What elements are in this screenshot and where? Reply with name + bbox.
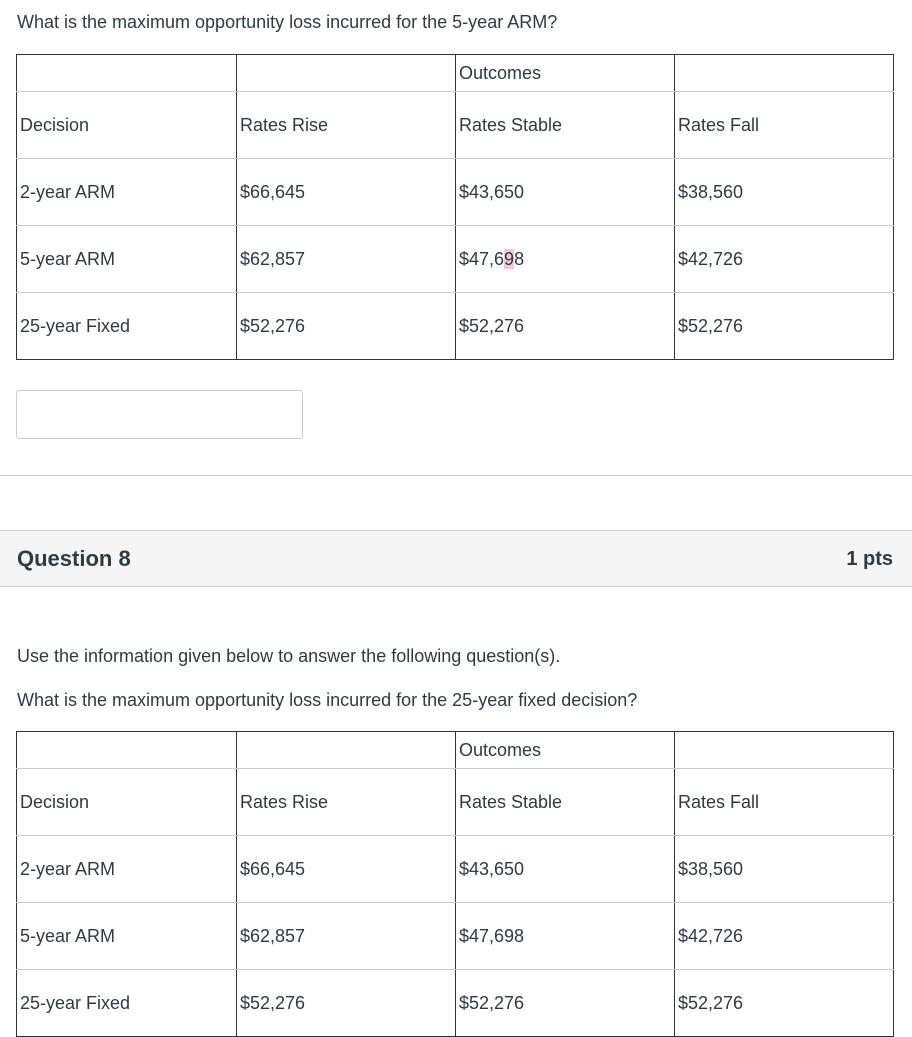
- column-header-rates-stable: Rates Stable: [456, 92, 675, 159]
- question-intro: Use the information given below to answer the following question(s).: [17, 646, 561, 666]
- value-cell: $47,698: [456, 903, 675, 970]
- value-cell: $66,645: [237, 836, 456, 903]
- table-row: [17, 836, 894, 903]
- column-header-rates-fall: Rates Fall: [675, 769, 894, 836]
- table-row: [17, 226, 894, 293]
- decision-cell: 2-year ARM: [17, 159, 237, 226]
- column-header-decision: Decision: [17, 92, 237, 159]
- decision-cell: 5-year ARM: [17, 903, 237, 970]
- column-header-decision: Decision: [17, 769, 237, 836]
- highlighted-digit: 9: [504, 248, 515, 269]
- question-points: 1 pts: [846, 548, 893, 570]
- table-row: [17, 970, 894, 1037]
- answer-input[interactable]: [16, 390, 303, 439]
- table-cell-empty: [17, 732, 237, 769]
- question-title: Question 8: [17, 546, 131, 571]
- table-row: [17, 159, 894, 226]
- table-row: [17, 293, 894, 360]
- value-cell: $43,650: [456, 836, 675, 903]
- decision-cell: 5-year ARM: [17, 226, 237, 293]
- table-cell-empty: [675, 732, 894, 769]
- value-cell: $42,726: [675, 903, 894, 970]
- value-cell: $43,650: [456, 159, 675, 226]
- value-cell: $62,857: [237, 226, 456, 293]
- outcomes-header: Outcomes: [456, 55, 675, 92]
- table-row: [17, 903, 894, 970]
- value-cell: $52,276: [237, 293, 456, 360]
- outcomes-header: Outcomes: [456, 732, 675, 769]
- table-cell-empty: [675, 55, 894, 92]
- value-cell: $38,560: [675, 159, 894, 226]
- value-cell: $52,276: [237, 970, 456, 1037]
- table-cell-empty: [237, 55, 456, 92]
- divider: [0, 475, 912, 476]
- decision-cell: 25-year Fixed: [17, 970, 237, 1037]
- decision-cell: 25-year Fixed: [17, 293, 237, 360]
- decision-table: [16, 731, 894, 1037]
- decision-cell: 2-year ARM: [17, 836, 237, 903]
- question-prompt: What is the maximum opportunity loss incurred for the 25-year fixed decision?: [17, 690, 638, 710]
- value-cell: $52,276: [456, 970, 675, 1037]
- value-cell: $66,645: [237, 159, 456, 226]
- column-header-rates-fall: Rates Fall: [675, 92, 894, 159]
- column-header-rates-rise: Rates Rise: [237, 92, 456, 159]
- decision-table: [16, 54, 894, 360]
- question-header: [0, 530, 912, 587]
- table-cell-empty: [17, 55, 237, 92]
- question-prompt: What is the maximum opportunity loss incurred for the 5-year ARM?: [17, 12, 558, 32]
- value-cell: $38,560: [675, 836, 894, 903]
- value-text: $47,6: [459, 248, 505, 269]
- value-cell: $42,726: [675, 226, 894, 293]
- value-cell: $62,857: [237, 903, 456, 970]
- column-header-rates-rise: Rates Rise: [237, 769, 456, 836]
- value-cell: $52,276: [675, 970, 894, 1037]
- column-header-rates-stable: Rates Stable: [456, 769, 675, 836]
- value-cell: $52,276: [456, 293, 675, 360]
- value-text: 8: [514, 248, 525, 269]
- table-cell-empty: [237, 732, 456, 769]
- value-cell: $52,276: [675, 293, 894, 360]
- value-cell: [456, 226, 675, 293]
